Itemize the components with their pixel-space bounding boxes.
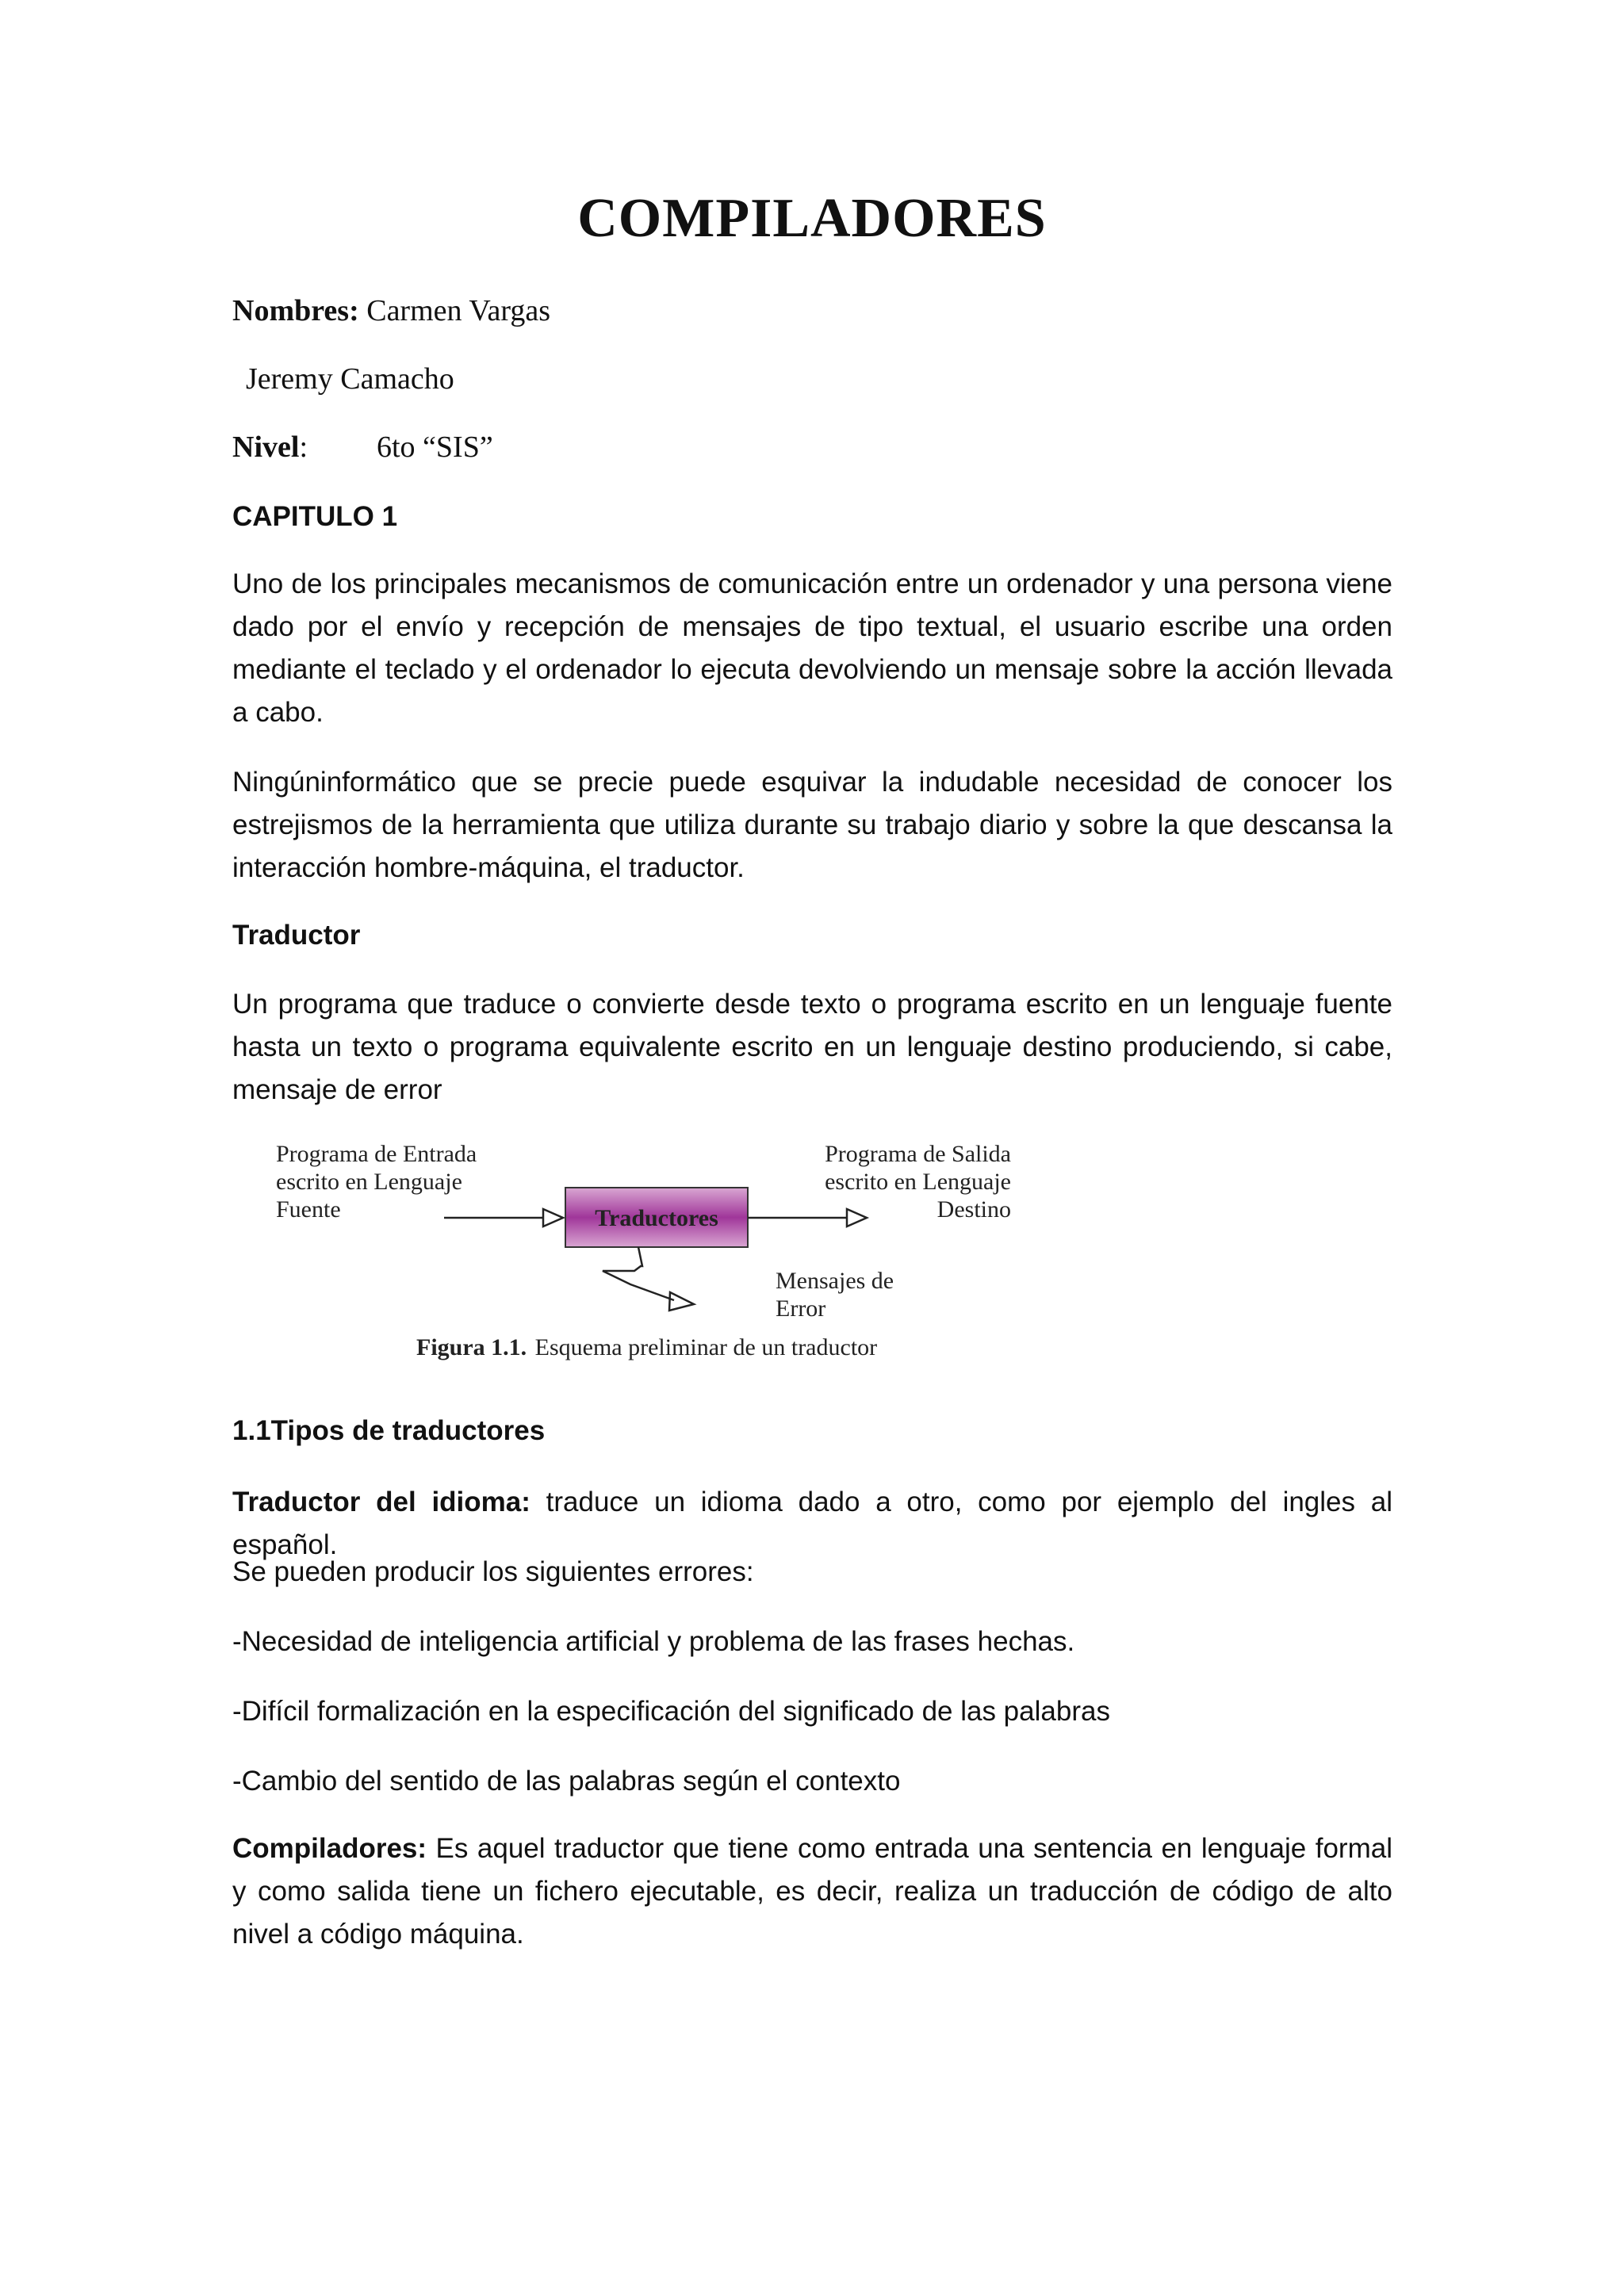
traductor-heading: Traductor [232, 920, 361, 951]
paragraph-1: Uno de los principales mecanismos de comunicación entre un ordenador y una persona viene dado por el envío y recepción de mensajes de tipo textual, el usuario escribe una orden mediante el teclado y el ordenador lo ejecuta devolviendo un mensaje sobre la acción llevada a cabo. [232, 568, 1392, 728]
output-label-line-3: Destino [936, 1196, 1011, 1223]
error-label-line-2: Error [776, 1295, 826, 1322]
input-label-line-3: Fuente [276, 1196, 341, 1223]
error-arrow-head [669, 1292, 694, 1311]
output-label-line-1: Programa de Salida [825, 1141, 1011, 1167]
error-label-line-1: Mensajes de [776, 1268, 894, 1294]
names-label: Nombres: [232, 294, 359, 327]
student-name-1: Carmen Vargas [366, 294, 551, 327]
chapter-heading: CAPITULO 1 [232, 501, 398, 532]
traductores-box-label: Traductores [595, 1205, 718, 1231]
figure-caption-text: Esquema preliminar de un traductor [534, 1334, 878, 1360]
student-name-2: Jeremy Camacho [246, 362, 454, 396]
names-line-2 [246, 362, 454, 398]
level-colon: : [299, 430, 308, 464]
idioma-text: traduce un idioma dado a otro, como por ejemplo del ingles al español. [232, 1487, 1392, 1560]
compiladores-text: Es aquel traductor que tiene como entrada una sentencia en lenguaje formal y como salida tiene un fichero ejecutable, es decir, realiza un traducción de código de alto nivel a código máquina. [232, 1833, 1392, 1950]
types-heading: 1.1Tipos de traductores [232, 1415, 546, 1446]
paragraph-3: Un programa que traduce o convierte desde texto o programa escrito en un lenguaje fuente hasta un texto o programa equivalente escrito en un lenguaje destino produciendo, si cabe, mensaje de error [232, 989, 1392, 1105]
input-arrow-head [543, 1209, 563, 1226]
compiladores-label: Compiladores: [232, 1833, 427, 1864]
level-value: 6to “SIS” [377, 430, 493, 464]
input-label-line-2: escrito en Lenguaje [276, 1169, 462, 1195]
page-title: COMPILADORES [577, 188, 1047, 249]
level-label: Nivel [232, 430, 300, 464]
error-item-3: -Cambio del sentido de las palabras según el contexto [232, 1766, 901, 1797]
error-zigzag-arrow [603, 1247, 674, 1300]
input-label-line-1: Programa de Entrada [276, 1141, 477, 1167]
translator-diagram [262, 1138, 1039, 1372]
figure-caption [416, 1334, 877, 1360]
output-label-line-2: escrito en Lenguaje [825, 1169, 1011, 1195]
output-arrow-head [847, 1209, 867, 1226]
names-line-1 [232, 293, 550, 330]
figure-caption-label: Figura 1.1. [416, 1334, 527, 1360]
paragraph-2: Ningúninformático que se precie puede esquivar la indudable necesidad de conocer los estrejismos de la herramienta que utiliza durante su trabajo diario y sobre la que descansa la interacción hombre-máquina, el traductor. [232, 767, 1392, 883]
compiladores-paragraph [232, 1827, 1392, 1956]
errors-intro: Se pueden producir los siguientes errores: [232, 1556, 754, 1587]
level-line [232, 430, 493, 466]
error-item-1: -Necesidad de inteligencia artificial y problema de las frases hechas. [232, 1626, 1075, 1657]
idioma-label: Traductor del idioma: [232, 1487, 530, 1517]
error-item-2: -Difícil formalización en la especificación del significado de las palabras [232, 1696, 1110, 1727]
